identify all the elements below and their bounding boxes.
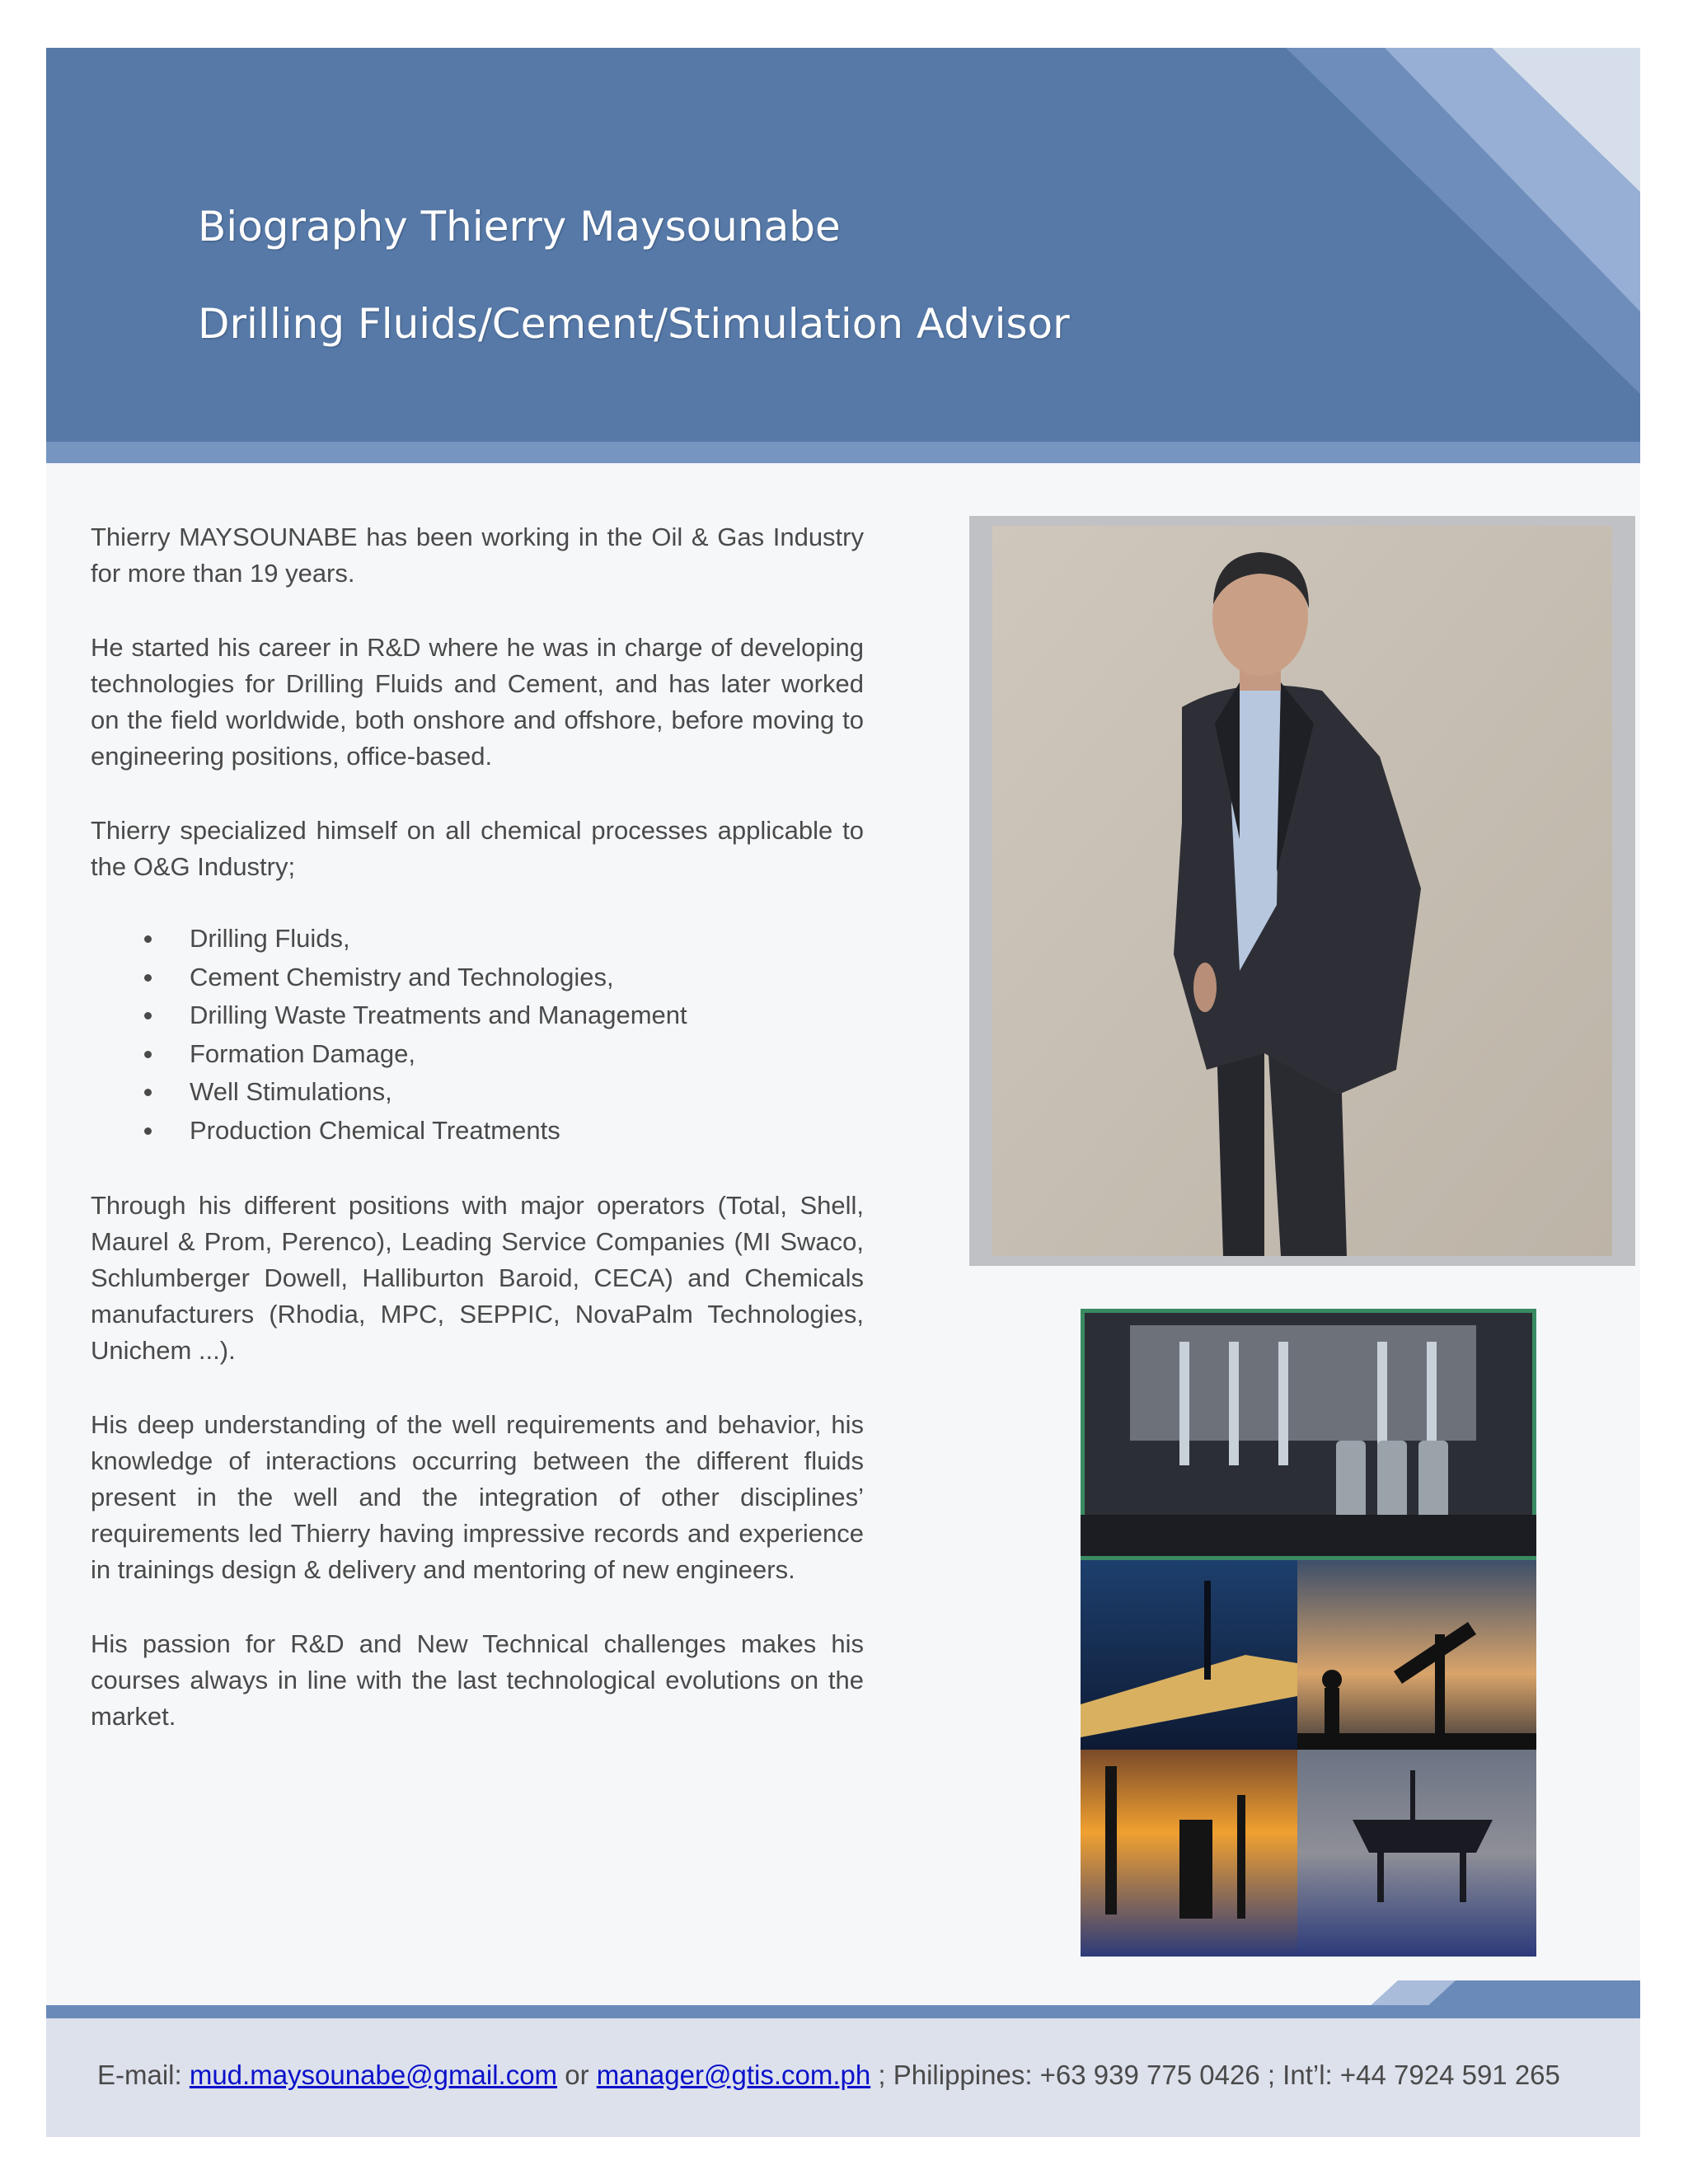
biography-page [46,48,1640,2137]
bio-paragraph: He started his career in R&D where he was in charge of developing technologies for Drilling Fluids and Cement, and has later worked on the field worldwide, both onshore and offshore, before moving to engineering positions, office-based. [91,633,864,771]
list-item: Drilling Fluids, [190,920,864,958]
list-item: Drilling Waste Treatments and Management [190,996,864,1035]
header-bottom-band [46,442,1640,463]
list-item: Production Chemical Treatments [190,1112,864,1151]
contact-line [97,2060,1560,2091]
biography-text [91,519,864,1773]
list-item: Well Stimulations, [190,1073,864,1112]
bio-paragraph: Thierry MAYSOUNABE has been working in the Oil & Gas Industry for more than 19 years. [91,523,864,588]
email-link-primary[interactable]: mud.maysounabe@gmail.com [189,2060,558,2090]
email-link-secondary[interactable]: manager@gtis.com.ph [596,2060,871,2090]
footer-band [46,2005,1640,2018]
page-subtitle: Drilling Fluids/Cement/Stimulation Advisor [198,300,1070,348]
header-diagonal-stripes [1286,48,1640,443]
bio-paragraph: Through his different positions with major operators (Total, Shell, Maurel & Prom, Perenco), Leading Service Companies (MI Swaco, Schlumberger Dowell, Halliburton Baroid, CECA) and Chemicals manufacturers (Rhodia, MPC, SEPPIC, NovaPalm Technologies, Unichem ...). [91,1191,864,1365]
collage-graphic [1081,1309,1536,1957]
bio-paragraph: His passion for R&D and New Technical challenges makes his courses always in line with the last technological evolutions on the market. [91,1629,864,1731]
portrait-image [992,526,1612,1256]
oilfield-collage-image [1081,1309,1536,1957]
portrait-photo [969,516,1635,1266]
list-item: Formation Damage, [190,1035,864,1074]
list-item: Cement Chemistry and Technologies, [190,958,864,997]
email-label: E-mail: [97,2060,190,2090]
contact-footer [46,2018,1640,2137]
page-title: Biography Thierry Maysounabe [198,203,841,251]
phone-numbers: ; Philippines: +63 939 775 0426 ; Int’l: +44 7924 591 265 [870,2060,1560,2090]
specialties-list [91,920,864,1150]
or-text: or [557,2060,597,2090]
bio-paragraph: Thierry specialized himself on all chemical processes applicable to the O&G Industry; [91,816,864,881]
header-banner [46,48,1640,443]
bio-paragraph: His deep understanding of the well requirements and behavior, his knowledge of interactions occurring between the different fluids present in the well and the integration of other disciplines’ requirements led Thierry having impressive records and experience in trainings design & delivery and mentoring of new engineers. [91,1410,864,1584]
